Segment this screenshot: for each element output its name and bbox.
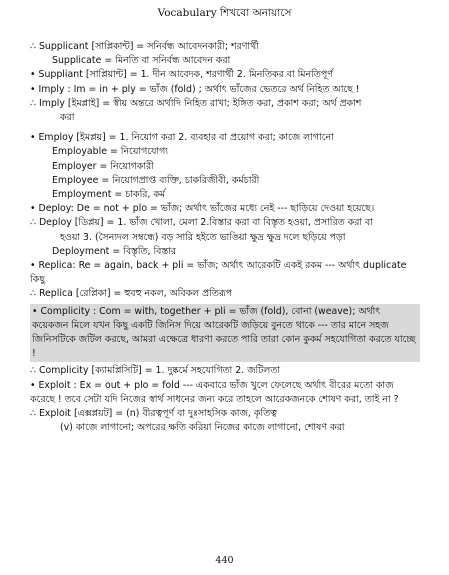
entry-exploit-etymology: • Exploit : Ex = out + plo = fold --- একবারে ভাঁজ খুলে ফেলেছে অর্থাৎ বীরের মতো কাজ করেছে ! তবে সেটা যদি নিজের স্বার্থ সাধনের জন্য করে তাহলে আরেকজনকে শোষণ করা, তাই না ? [30, 379, 399, 405]
entry-imply-etymology: • Imply : Im = in + ply = ভাঁজ (fold) ; অর্থাৎ ভাঁজের ভেতরে অর্থ নিহিত আছে ! [30, 83, 360, 95]
entry-employer: Employer = নিয়োগকারী [52, 160, 154, 172]
entry-deploy-etymology: • Deploy: De = not + plo = ভাঁজ; অর্থাৎ ভাঁজের মধ্যে নেই --- ছাড়িয়ে দেওয়া হয়েছে। [30, 203, 375, 215]
entry-exploit: ∴ Exploit [এক্সপ্লয়ট] = (n) বীরত্বপূর্ণ বা দুঃসাহসিক কাজ, কৃতিত্ব [30, 408, 277, 420]
entry-imply: ∴ Imply [ইমপ্লাই] = স্বীয় অন্তরে অর্থাদি নিহিত রাখা; ইঙ্গিত করা, প্রকাশ করা; অর্থ প্রকাশ [30, 97, 362, 109]
highlighted-entry-complicity-etymology: • Complicity : Com = with, together + pli = ভাঁজ (fold), বোনা (weave); অর্থাৎ কয়েকজন মিলে যখন কিছু একটি জিনিস দিয়ে আরেকটি জড়িয়ে বুনতে থাকে --- তার মানে সহজ জিনিসটিকে জটিল করছে, আমরা এক্ষেত্রে ধারণা করতে পারি তারা কোন কুকর্ম সহযোগিতা করতে যাচ্ছে ! [30, 304, 420, 363]
entry-deployment: Deployment = বিস্তৃতি, বিস্তার [52, 245, 176, 257]
entry-supplicate: Supplicate = মিনতি বা সনির্বন্ধ আবেদন করা [52, 55, 231, 67]
entry-employ: • Employ [ইমপ্লয়] = 1. নিয়োগ করা 2. ব্যবহার বা প্রয়োগ করা; কাজে লাগানো [30, 132, 334, 144]
entry-deploy: ∴ Deploy [ডিপ্লয়] = 1. ভাঁজ খোলা, মেলা 2.বিস্তার করা বা বিস্তৃত হওয়া, প্রসারিত করা বা [30, 217, 373, 229]
entry-exploit-verb: (v) কাজে লাগানো; অপরের ক্ষতি করিয়া নিজের কাজে লাগানো, শোষণ করা [60, 422, 345, 434]
entry-imply-continued: করা [60, 112, 75, 124]
entry-employee: Employee = নিয়োগপ্রাপ্ত ব্যক্তি, চাকরিজীবী, কর্মচারী [52, 174, 260, 186]
entry-suppliant: • Suppliant [সাপ্লিয়ান্ট] = 1. দীন আবেদক, শরণার্থী 2. মিনতিকর বা মিনতিপূর্ণ [30, 69, 333, 81]
entry-complicity: ∴ Complicity [ক্যামপ্লিসিটি] = 1. দুষ্কর্মে সহযোগিতা 2. জটিলতা [30, 365, 281, 377]
entry-replica: ∴ Replica [রেপ্লিকা] = হুবহু নকল, অবিকল প্রতিরূপ [30, 288, 233, 300]
entry-employment: Employment = চাকরি, কর্ম [52, 189, 166, 201]
entry-employable: Employable = নিয়োগযোগ্য [52, 146, 168, 158]
page-body [30, 40, 420, 435]
entry-supplicant: ∴ Supplicant [সাপ্লিকান্ট] = সনির্বন্ধ আবেদনকারী; শরণার্থী [30, 41, 259, 52]
running-header: Vocabulary শিখবো অনায়াসে [157, 7, 292, 19]
page-number: 440 [215, 555, 234, 566]
entry-replica-etymology: • Replica: Re = again, back + pli = ভাঁজ; অর্থাৎ আরেকটি একই রকম --- অর্থাৎ duplicate কিছু [30, 260, 407, 286]
entry-deploy-continued: হওয়া 3. (সৈন্যদল সম্বন্ধে) বড় সারি হইতে ভাঙিয়া ক্ষুদ্র ক্ষুদ্র দলে ছড়িয়ে পড়া [60, 231, 346, 243]
